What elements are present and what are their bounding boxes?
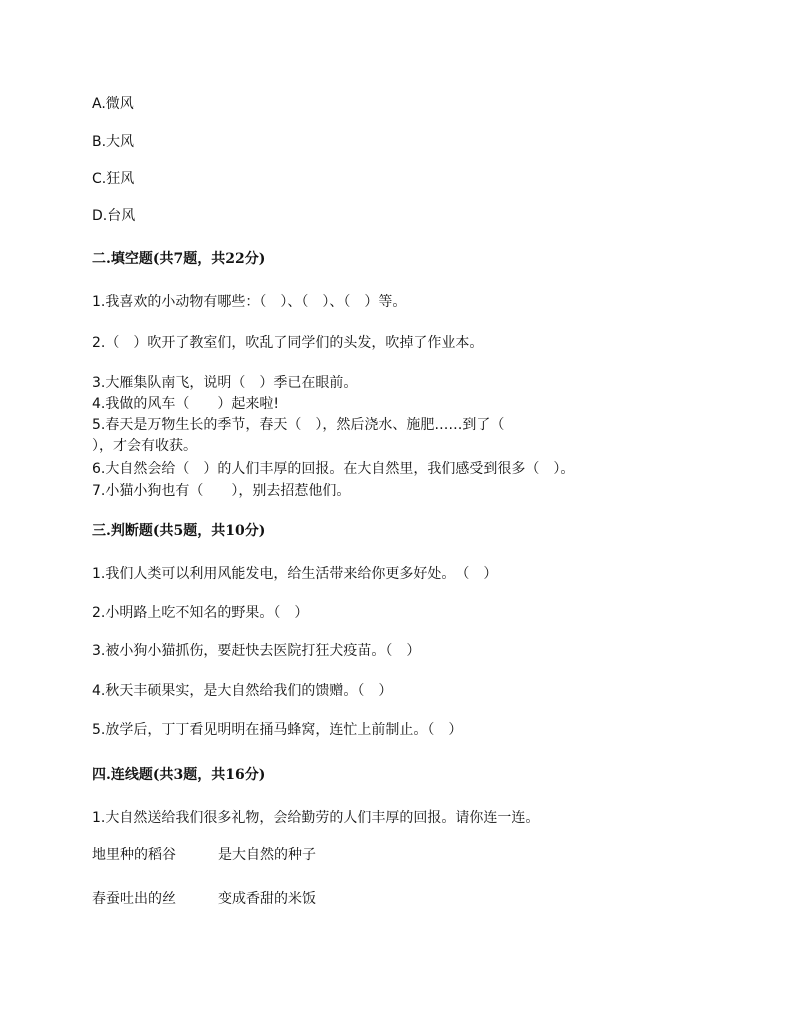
- section-4-heading: 四.连线题(共3题，共16分): [92, 767, 266, 783]
- match-right-item-1: 是大自然的种子: [218, 847, 316, 863]
- fill-question-4: 4.我做的风车（ ）起来啦!: [92, 396, 279, 412]
- fill-question-5-continued: ），才会有收获。: [92, 438, 197, 454]
- judge-question-3: 3.被小狗小猫抓伤，要赶快去医院打狂犬疫苗。（ ）: [92, 643, 421, 659]
- option-c: C.狂风: [92, 171, 135, 187]
- match-left-item-1: 地里种的稻谷: [92, 847, 176, 863]
- match-right-item-2: 变成香甜的米饭: [218, 891, 316, 907]
- fill-question-7: 7.小猫小狗也有（ ），别去招惹他们。: [92, 483, 351, 499]
- option-b: B.大风: [92, 134, 135, 150]
- judge-question-5: 5.放学后，丁丁看见明明在捅马蜂窝，连忙上前制止。（ ）: [92, 722, 463, 738]
- match-question-1-intro: 1.大自然送给我们很多礼物，会给勤劳的人们丰厚的回报。请你连一连。: [92, 810, 540, 826]
- judge-question-1: 1.我们人类可以利用风能发电，给生活带来给你更多好处。 （ ）: [92, 566, 498, 582]
- fill-question-1: 1.我喜欢的小动物有哪些：（ ）、（ ）、（ ）等。: [92, 294, 407, 310]
- fill-question-2: 2.（ ）吹开了教室们，吹乱了同学们的头发，吹掉了作业本。: [92, 335, 484, 351]
- judge-question-4: 4.秋天丰硕果实，是大自然给我们的馈赠。（ ）: [92, 683, 393, 699]
- section-3-heading: 三.判断题(共5题，共10分): [92, 523, 266, 539]
- judge-question-2: 2.小明路上吃不知名的野果。（ ）: [92, 605, 309, 621]
- option-d: D.台风: [92, 208, 136, 224]
- fill-question-6: 6.大自然会给（ ）的人们丰厚的回报。在大自然里，我们感受到很多（ ）。: [92, 461, 575, 477]
- match-left-item-2: 春蚕吐出的丝: [92, 891, 176, 907]
- fill-question-3: 3.大雁集队南飞，说明（ ）季已在眼前。: [92, 375, 358, 391]
- section-2-heading: 二.填空题(共7题，共22分): [92, 251, 266, 267]
- fill-question-5: 5.春天是万物生长的季节，春天（ ），然后浇水、施肥……到了（: [92, 417, 505, 433]
- option-a: A.微风: [92, 96, 134, 112]
